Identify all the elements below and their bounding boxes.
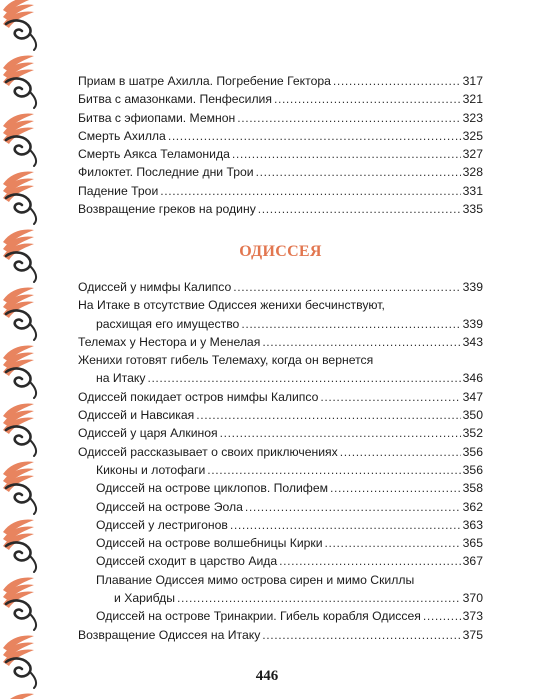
section-heading-odyssey: ОДИССЕЯ [239,243,322,260]
toc-entry [78,145,483,163]
toc-page-number: 358 [462,481,483,496]
toc-entry-title: Приам в шатре Ахилла. Погребение Гектора [78,74,331,88]
dot-leader [230,516,461,534]
toc-entry [78,424,483,442]
toc-page-number: 375 [462,627,483,642]
ornament-tail [30,498,36,514]
toc-entry-title: Одиссей на острове циклопов. Полифем [96,481,328,496]
toc-entry-title: на Итаку [96,371,146,386]
toc-entry [78,90,483,108]
toc-page-number: 346 [462,371,483,386]
dot-leader [196,406,460,424]
toc-entry [78,552,483,570]
toc-entry-title: Одиссей покидает остров нимфы Калипсо [78,389,319,404]
ornament-tail [30,208,36,224]
toc-entry-title: Одиссей на острове волшебницы Кирки [96,536,323,551]
toc-entry [78,200,483,218]
dot-leader [241,315,460,333]
toc-entry-title: расхищая его имущество [96,316,240,331]
toc-entry-title: Смерть Ахилла [78,128,166,143]
toc-page-number: 317 [462,74,483,88]
toc-entry-title: Одиссей у нимфы Калипсо [78,280,232,294]
toc-entry-title: Падение Трои [78,183,159,198]
dot-leader [160,182,460,200]
toc-entry-title: Одиссей у лестригонов [96,517,228,532]
toc-page-number: 328 [462,165,483,180]
dot-leader [333,72,461,90]
toc-entry [78,534,483,552]
toc-entry [78,182,483,200]
toc-page-number: 323 [462,110,483,125]
dot-leader [325,534,461,552]
dot-leader [262,626,460,644]
toc-entry-title: Одиссей у царя Алкиноя [78,426,218,441]
toc-entry [78,109,483,127]
toc-page-number: 365 [462,536,483,551]
ornament-swirl [6,253,31,271]
toc-entry [78,72,483,90]
toc-entry [78,296,483,333]
toc-page-number: 325 [462,128,483,143]
toc-page-number: 343 [462,334,483,349]
toc-entry-title: Возвращение греков на родину [78,202,256,217]
dot-leader [245,498,461,516]
ornament-swirl [6,79,31,97]
toc-page-number: 363 [462,517,483,532]
ornament-tail [30,440,36,456]
toc-entry [78,278,483,296]
ornament-tail [30,150,36,166]
ornament-swirl [6,601,31,619]
ornament-swirl [6,369,31,387]
dot-leader [168,127,461,145]
dot-leader [147,369,460,387]
toc-entry [78,498,483,516]
toc-entry-title: Филоктет. Последние дни Трои [78,165,254,180]
toc-page-number: 356 [462,444,483,459]
toc-page-number: 362 [462,499,483,514]
toc-entry [78,333,483,351]
toc-page-number: 373 [462,609,483,624]
toc-entry [78,351,483,388]
dot-leader [320,388,460,406]
dot-leader [340,443,461,461]
toc-entry-title: Битва с эфиопами. Мемнон [78,110,236,125]
toc-page-number: 347 [462,389,483,404]
toc-entry-title: Смерть Аякса Теламонида [78,147,230,162]
toc-entry [78,461,483,479]
ornament-swirl [6,543,31,561]
dot-leader [256,163,461,181]
ornament-swirl [6,485,31,503]
toc-entry-title: Плавание Одиссея мимо острова сирен и мимо Скиллы [96,572,415,587]
dot-leader [220,424,461,442]
ornament-tail [30,556,36,572]
toc-entry [78,571,483,608]
toc-page-number: 367 [462,554,483,569]
toc-page-number: 350 [462,408,483,423]
toc-section-iliad [78,72,483,218]
toc-page-number: 352 [462,426,483,441]
toc-entry-title: Киконы и лотофаги [96,462,206,477]
dot-leader [207,461,460,479]
toc-entry-title: Битва с амазонками. Пенфесилия [78,92,272,107]
toc-page-number: 356 [462,462,483,477]
page-number: 446 [255,668,279,684]
toc-entry-title: Одиссей сходит в царство Аида [96,554,278,569]
ornament-tail [30,34,36,50]
toc-page-number: 370 [462,591,483,606]
toc-section-odyssey [78,278,483,644]
toc-page-number: 327 [462,147,483,162]
toc-entry [78,607,483,625]
toc-entry-title: Женихи готовят гибель Телемаху, когда он вернется [78,353,374,368]
toc-entry-title: Одиссей на острове Эола [96,499,243,514]
ornament-tail [30,614,36,630]
toc-page-number: 339 [462,316,483,331]
dot-leader [274,90,461,108]
dot-leader [262,333,460,351]
dot-leader [237,109,460,127]
toc-page-number: 335 [462,202,483,217]
toc-entry [78,626,483,644]
dot-leader [279,552,461,570]
toc-entry [78,127,483,145]
ornament-swirl [6,195,31,213]
ornament-swirl [6,21,31,39]
ornament-swirl [6,311,31,329]
dot-leader [423,607,461,625]
dot-leader [233,278,460,296]
toc-page-number: 339 [462,280,483,294]
toc-entry-title: Одиссей рассказывает о своих приключениях [78,444,338,459]
ornament-tail [30,382,36,398]
dot-leader [258,200,461,218]
toc-entry [78,516,483,534]
dot-leader [177,589,461,607]
toc-entry-title: и Харибды [114,591,175,606]
toc-page-number: 321 [462,92,483,107]
toc-entry [78,443,483,461]
toc-entry [78,163,483,181]
ornamental-border [0,0,44,699]
dot-leader [330,479,461,497]
toc-entry-title: Телемах у Нестора и у Менелая [78,334,261,349]
ornament-tail [30,92,36,108]
toc-entry-title: На Итаке в отсутствие Одиссея женихи бесчинствуют, [78,298,385,313]
ornament-tail [30,324,36,340]
toc-page-number: 331 [462,183,483,198]
ornament-swirl [6,427,31,445]
toc-entry [78,479,483,497]
toc-entry [78,406,483,424]
toc-entry-title: Одиссей на острове Тринакрии. Гибель корабля Одиссея [96,609,421,624]
ornament-leaf [3,694,34,699]
dot-leader [232,145,461,163]
toc-entry-title: Возвращение Одиссея на Итаку [78,627,261,642]
ornament-swirl [6,137,31,155]
toc-entry-title: Одиссей и Навсикая [78,408,195,423]
toc-entry [78,388,483,406]
ornament-tail [30,266,36,282]
